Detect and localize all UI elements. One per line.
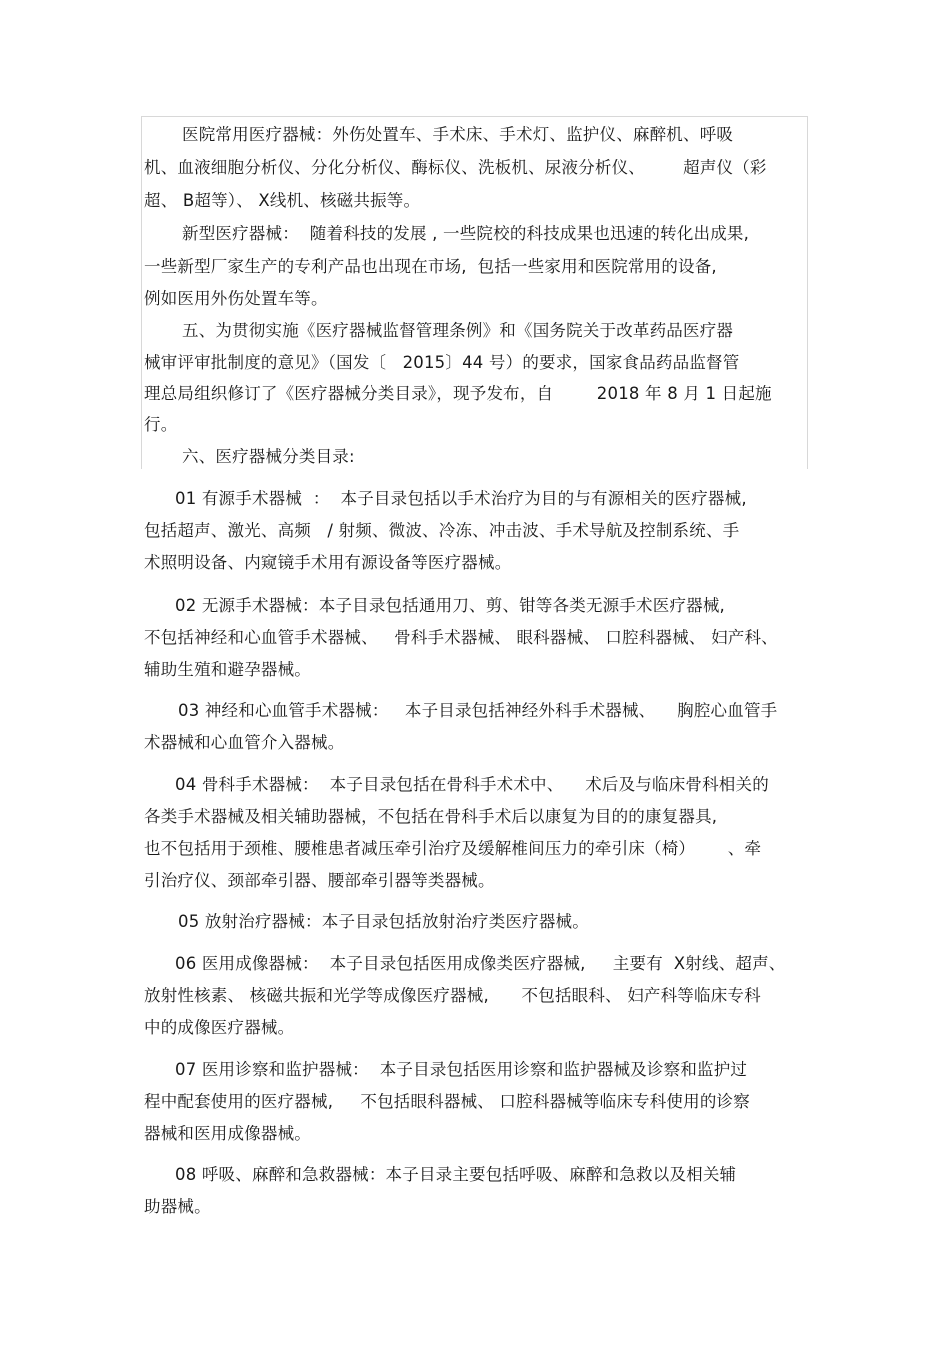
paragraph-line: 程中配套使用的医疗器械, 不包括眼科器械、 口腔科器械等临床专科使用的诊察 [144, 1092, 750, 1111]
paragraph-line: 术器械和心血管介入器械。 [144, 733, 345, 752]
paragraph-line: 也不包括用于颈椎、腰椎患者减压牵引治疗及缓解椎间压力的牵引床（椅） 、牵 [144, 839, 762, 858]
paragraph-line: 08 呼吸、麻醉和急救器械：本子目录主要包括呼吸、麻醉和急救以及相关辅 [175, 1165, 737, 1184]
paragraph-line: 包括超声、激光、高频 / 射频、微波、冷冻、冲击波、手术导航及控制系统、手 [144, 521, 740, 540]
paragraph-line: 术照明设备、内窥镜手术用有源设备等医疗器械。 [144, 553, 512, 572]
paragraph-line: 理总局组织修订了《医疗器械分类目录》，现予发布，自 2018 年 8 月 1 日起施 [144, 384, 772, 403]
paragraph-line: 各类手术器械及相关辅助器械，不包括在骨科手术后以康复为目的的康复器具, [144, 807, 718, 826]
paragraph-line: 中的成像医疗器械。 [144, 1018, 295, 1037]
paragraph-line: 04 骨科手术器械： 本子目录包括在骨科手术术中、 术后及与临床骨科相关的 [175, 775, 769, 794]
paragraph-line: 05 放射治疗器械：本子目录包括放射治疗类医疗器械。 [178, 912, 589, 931]
paragraph-line: 助器械。 [144, 1197, 211, 1216]
paragraph-line: 五、为贯彻实施《医疗器械监督管理条例》和《国务院关于改革药品医疗器 [182, 321, 734, 340]
paragraph-line: 一些新型厂家生产的专利产品也出现在市场, 包括一些家用和医院常用的设备, [144, 257, 717, 276]
paragraph-line: 01 有源手术器械 ： 本子目录包括以手术治疗为目的与有源相关的医疗器械, [175, 489, 747, 508]
paragraph-line: 器械和医用成像器械。 [144, 1124, 311, 1143]
paragraph-line: 放射性核素、 核磁共振和光学等成像医疗器械, 不包括眼科、 妇产科等临床专科 [144, 986, 761, 1005]
paragraph-line: 02 无源手术器械：本子目录包括通用刀、剪、钳等各类无源手术医疗器械, [175, 596, 725, 615]
section-heading: 六、医疗器械分类目录: [182, 447, 355, 466]
paragraph-line: 07 医用诊察和监护器械： 本子目录包括医用诊察和监护器械及诊察和监护过 [175, 1060, 748, 1079]
paragraph-line: 06 医用成像器械： 本子目录包括医用成像类医疗器械, 主要有 X射线、超声、 [175, 954, 786, 973]
paragraph-line: 超、 B超等）、 X线机、核磁共振等。 [144, 191, 421, 210]
paragraph-line: 03 神经和心血管手术器械： 本子目录包括神经外科手术器械、 胸腔心血管手 [178, 701, 778, 720]
paragraph-line: 辅助生殖和避孕器械。 [144, 660, 311, 679]
paragraph-line: 械审评审批制度的意见》（国发〔 2015〕44 号）的要求，国家食品药品监督管 [144, 353, 740, 372]
paragraph-line: 医院常用医疗器械：外伤处置车、手术床、手术灯、监护仪、麻醉机、呼吸 [182, 125, 734, 144]
paragraph-line: 例如医用外伤处置车等。 [144, 289, 328, 308]
paragraph-line: 机、血液细胞分析仪、分化分析仪、酶标仪、洗板机、尿液分析仪、 超声仪（彩 [144, 158, 767, 177]
paragraph-line: 新型医疗器械： 随着科技的发展 , 一些院校的科技成果也迅速的转化出成果, [182, 224, 750, 243]
paragraph-line: 行。 [144, 415, 178, 434]
paragraph-line: 不包括神经和心血管手术器械、 骨科手术器械、 眼科器械、 口腔科器械、 妇产科、 [144, 628, 778, 647]
paragraph-line: 引治疗仪、颈部牵引器、腰部牵引器等类器械。 [144, 871, 495, 890]
